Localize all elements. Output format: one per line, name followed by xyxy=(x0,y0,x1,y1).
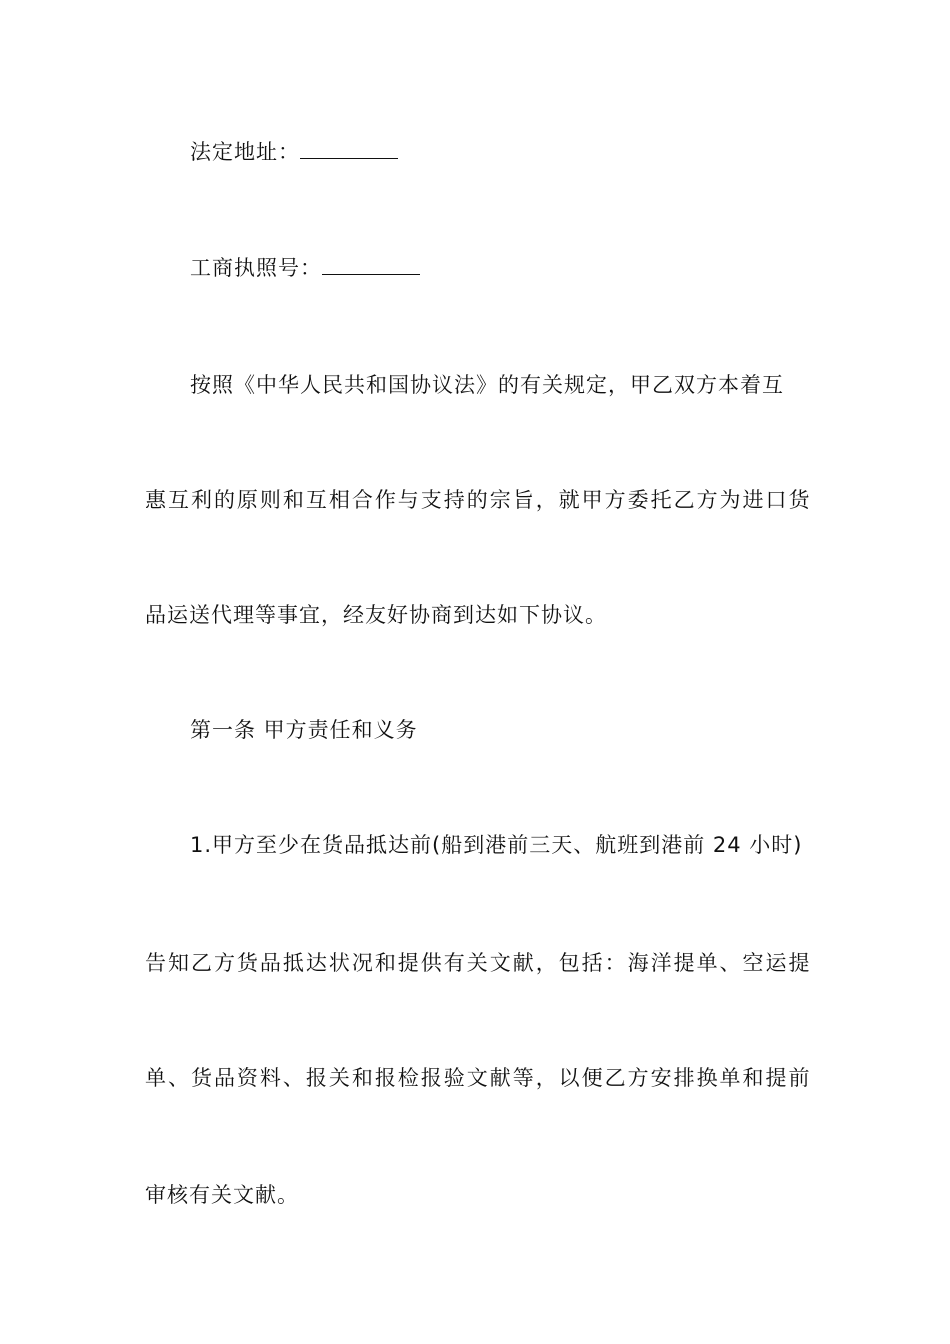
item-1-line-1: 1.甲方至少在货品抵达前(船到港前三天、航班到港前 24 小时) xyxy=(190,833,803,857)
item-1-line-4: 审核有关文献。 xyxy=(145,1183,299,1207)
business-license-field xyxy=(190,253,855,283)
item-1-line-3: 单、货品资料、报关和报检报验文献等，以便乙方安排换单和提前 xyxy=(145,1066,810,1090)
legal-address-field xyxy=(190,137,855,167)
business-license-blank[interactable] xyxy=(322,254,420,275)
legal-address-label: 法定地址： xyxy=(190,140,300,164)
intro-paragraph-line-1: 按照《中华人民共和国协议法》的有关规定，甲乙双方本着互 xyxy=(190,373,784,397)
business-license-label: 工商执照号： xyxy=(190,256,322,280)
legal-address-blank[interactable] xyxy=(300,138,398,159)
article-1-heading: 第一条 甲方责任和义务 xyxy=(190,718,418,742)
intro-paragraph-line-2: 惠互利的原则和互相合作与支持的宗旨，就甲方委托乙方为进口货 xyxy=(145,488,810,512)
item-1-line-2: 告知乙方货品抵达状况和提供有关文献，包括：海洋提单、空运提 xyxy=(145,951,810,975)
intro-paragraph-line-3: 品运送代理等事宜，经友好协商到达如下协议。 xyxy=(145,603,607,627)
